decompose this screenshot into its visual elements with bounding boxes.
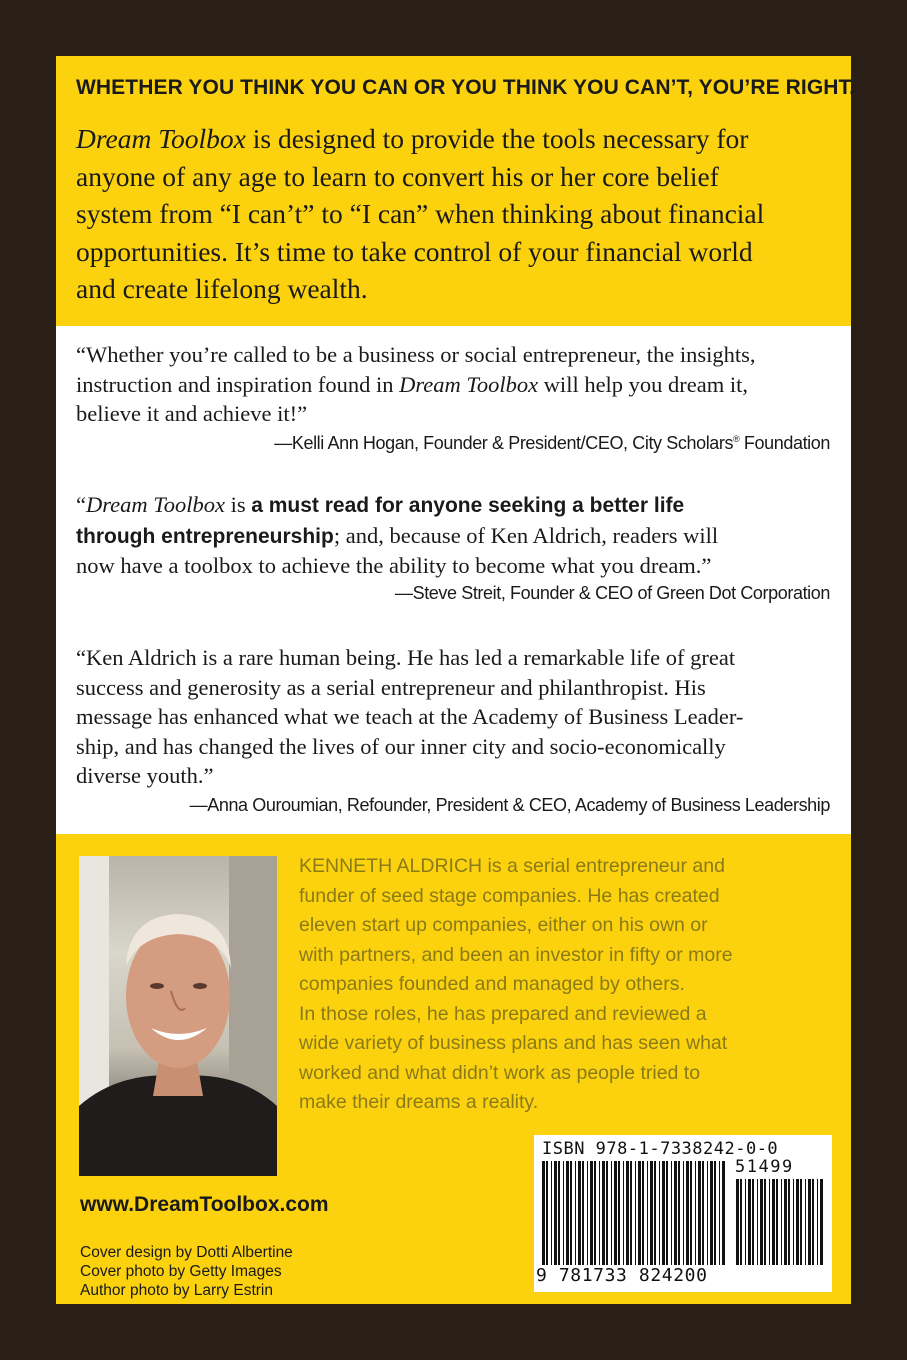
testimonial-hogan: “Whether you’re called to be a business or social entrepreneur, the insights, instruction and inspiration found in Dream Toolbox will help you dream it, believe it and achieve it!” [76, 342, 756, 426]
testimonial-ouroumian: “Ken Aldrich is a rare human being. He has led a remarkable life of great success and generosity as a serial entrepreneur and philanthropist. His message has enhanced what we teach at the Academy of Business Leader- ship, and has changed the lives of our inner city and socio-economically diverse youth.” [76, 645, 744, 788]
top-yellow-panel [56, 56, 856, 326]
testimonials-panel [56, 326, 851, 834]
credit-cover-design: Cover design by Dotti Albertine [80, 1244, 293, 1261]
ean-barcode-bars [540, 1161, 728, 1265]
attribution-hogan: —Kelli Ann Hogan, Founder & President/CEO, City Scholars® Foundation [274, 433, 830, 453]
intro-line-4: opportunities. It’s time to take control of your financial world [76, 235, 753, 267]
intro-line-2: anyone of any age to learn to convert his or her core belief [76, 160, 719, 192]
book-back-cover [56, 56, 856, 1304]
testimonial-streit: “Dream Toolbox is a must read for anyone seeking a better life through entrepreneurship; and, because of Ken Aldrich, readers will now have a toolbox to achieve the ability to become what you dream.” [76, 492, 719, 578]
isbn-barcode [534, 1135, 832, 1292]
intro-line-3: system from “I can’t” to “I can” when thinking about financial [76, 198, 765, 229]
headline: WHETHER YOU THINK YOU CAN OR YOU THINK YOU CAN’T, YOU’RE RIGHT. [76, 76, 856, 99]
attribution-ouroumian: —Anna Ouroumian, Refounder, President & CEO, Academy of Business Leadership [189, 795, 830, 815]
intro-line-1: Dream Toolbox is designed to provide the tools necessary for [76, 123, 749, 154]
author-portrait-illustration [79, 856, 277, 1176]
author-photo [79, 856, 277, 1176]
credit-author-photo: Author photo by Larry Estrin [80, 1282, 273, 1299]
intro-book-title: Dream Toolbox [76, 123, 246, 154]
credits [80, 1243, 293, 1300]
website-url: www.DreamToolbox.com [80, 1193, 329, 1216]
credit-cover-photo: Cover photo by Getty Images [80, 1263, 282, 1280]
barcode-digits: 9 781733 824200 [536, 1265, 708, 1286]
price-barcode-bars [734, 1179, 826, 1265]
isbn-number: ISBN 978-1-7338242-0-0 [542, 1139, 779, 1159]
attribution-streit: —Steve Streit, Founder & CEO of Green Dot Corporation [394, 583, 830, 603]
intro-paragraph [76, 120, 836, 308]
intro-line-5: and create lifelong wealth. [76, 273, 368, 304]
author-bio: KENNETH ALDRICH is a serial entrepreneur and funder of seed stage companies. He has created eleven start up companies, either on his own or with partners, and been an investor in fifty or more companies founded and managed by others. In those roles, he has prepared and reviewed a wide variety of business plans and has seen what worked and what didn’t work as people tried to make their dreams a reality. [299, 855, 733, 1113]
price-code: 51499 [735, 1157, 794, 1177]
bottom-yellow-panel [56, 834, 851, 1304]
